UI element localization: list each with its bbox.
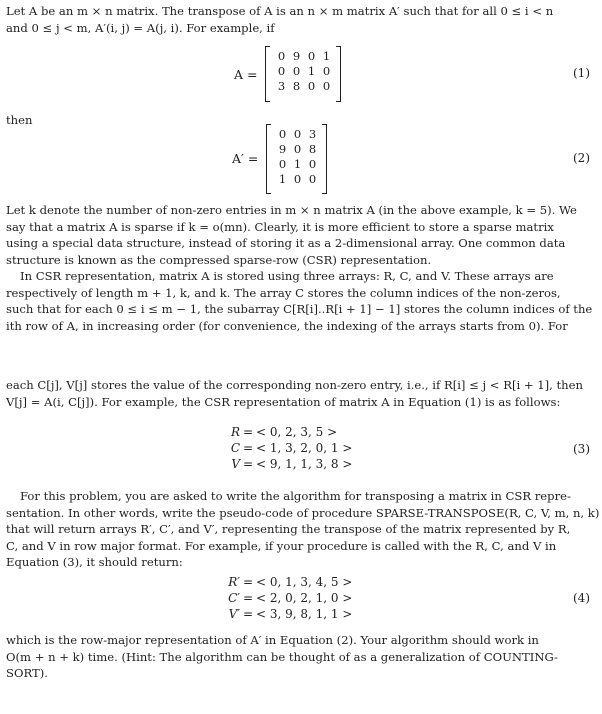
array-row: R′ = < 0, 1, 3, 4, 5 >	[218, 574, 352, 590]
matrix-cell: 0	[308, 172, 317, 186]
array-row: C′ = < 2, 0, 2, 1, 0 >	[218, 590, 352, 606]
matrix-cell: 0	[322, 64, 331, 78]
intro-paragraph	[6, 3, 592, 36]
text-line: Equation (3), it should return:	[6, 555, 183, 569]
matrix-cell: 3	[308, 127, 317, 141]
matrix-cell: 0	[307, 49, 316, 63]
equation-number: (1)	[573, 66, 590, 80]
csr-paragraph	[6, 268, 592, 334]
text-line: ith row of A, in increasing order (for convenience, the indexing of the arrays starts from 0). For	[6, 318, 568, 333]
problem-paragraph	[6, 488, 600, 571]
array-value: < 0, 2, 3, 5 >	[256, 425, 338, 439]
matrix-bracket-right	[322, 124, 327, 194]
text-line: Let A be an m × n matrix. The transpose of A is an n × m matrix A′ such that for all 0 ≤ i < n	[6, 4, 554, 18]
text-line: sentation. In other words, write the pseudo-code of procedure SPARSE-TRANSPOSE(R, C, V, m, n, k)	[6, 505, 600, 520]
array-value: < 2, 0, 2, 1, 0 >	[256, 591, 353, 605]
equation-number: (4)	[573, 591, 590, 605]
matrix-cell: 1	[278, 172, 287, 186]
matrix-bracket-left	[266, 124, 271, 194]
matrix-cell: 0	[277, 49, 286, 63]
matrix-cell: 0	[277, 64, 286, 78]
array-row: V′ = < 3, 9, 8, 1, 1 >	[218, 606, 352, 622]
matrix-a-prime-label: A′ =	[232, 151, 259, 166]
text-line: Let k denote the number of non-zero entries in m × n matrix A (in the above example, k = 5). We	[6, 203, 577, 217]
matrix-cell: 9	[292, 49, 301, 63]
matrix-cell: 0	[322, 79, 331, 93]
matrix-cell: 0	[307, 79, 316, 93]
array-name: C′	[228, 591, 240, 605]
sparse-definition-paragraph	[6, 202, 592, 268]
matrix-cell: 8	[292, 79, 301, 93]
matrix-bracket-right	[336, 46, 341, 102]
text-line: respectively of length m + 1, k, and k. The array C stores the column indices of the non-zeros,	[6, 285, 561, 300]
text-line: such that for each 0 ≤ i ≤ m − 1, the subarray C[R[i]..R[i + 1] − 1] stores the column indices of the	[6, 302, 593, 316]
text-line: SORT).	[6, 666, 48, 680]
text-line: that will return arrays R′, C′, and V′, representing the transpose of the matrix represented by R,	[6, 522, 571, 536]
equation-number: (3)	[573, 442, 590, 456]
csr-values-paragraph	[6, 377, 592, 410]
array-value: < 9, 1, 1, 3, 8 >	[256, 457, 353, 471]
array-value: < 0, 1, 3, 4, 5 >	[256, 575, 353, 589]
text-line: then	[6, 113, 33, 127]
array-name: R′	[228, 575, 240, 589]
text-line: V[j] = A(i, C[j]). For example, the CSR representation of matrix A in Equation (1) is as follows:	[6, 394, 561, 409]
matrix-cell: 8	[308, 142, 317, 156]
matrix-cell: 0	[293, 142, 302, 156]
array-row: C = < 1, 3, 2, 0, 1 >	[218, 440, 352, 456]
matrix-a	[274, 49, 334, 94]
array-value: < 1, 3, 2, 0, 1 >	[256, 441, 353, 455]
array-row: V = < 9, 1, 1, 3, 8 >	[218, 456, 352, 472]
matrix-cell: 3	[277, 79, 286, 93]
text-line: say that a matrix A is sparse if k = o(mn). Clearly, it is more efficient to store a sparse matrix	[6, 219, 554, 234]
array-name: C	[230, 441, 240, 455]
text-line: In CSR representation, matrix A is stored using three arrays: R, C, and V. These arrays are	[20, 269, 554, 283]
equation-number: (2)	[573, 151, 590, 165]
matrix-cell: 0	[293, 127, 302, 141]
matrix-a-prime	[275, 127, 320, 187]
csr-arrays-equation	[218, 424, 352, 472]
matrix-cell: 0	[278, 157, 287, 171]
matrix-bracket-left	[265, 46, 270, 102]
text-line: O(m + n + k) time. (Hint: The algorithm can be thought of as a generalization of COUNTING-	[6, 649, 558, 664]
matrix-cell: 0	[293, 172, 302, 186]
matrix-a-label: A =	[234, 67, 258, 82]
text-line: which is the row-major representation of A′ in Equation (2). Your algorithm should work in	[6, 633, 539, 647]
text-line: using a special data structure, instead of storing it as a 2-dimensional array. One common data	[6, 236, 566, 250]
matrix-cell: 1	[307, 64, 316, 78]
text-line: and 0 ≤ j < m, A′(i, j) = A(j, i). For example, if	[6, 20, 275, 35]
transposed-arrays-equation	[218, 574, 352, 622]
matrix-cell: 1	[322, 49, 331, 63]
array-row: R = < 0, 2, 3, 5 >	[218, 424, 352, 440]
array-value: < 3, 9, 8, 1, 1 >	[256, 607, 353, 621]
array-name: R	[230, 425, 240, 439]
matrix-cell: 1	[293, 157, 302, 171]
matrix-cell: 0	[292, 64, 301, 78]
text-line: C, and V in row major format. For example, if your procedure is called with the R, C, and V in	[6, 538, 557, 553]
text-line: For this problem, you are asked to write the algorithm for transposing a matrix in CSR repre-	[20, 489, 571, 503]
array-name: V′	[228, 607, 240, 621]
text-line: structure is known as the compressed sparse-row (CSR) representation.	[6, 252, 432, 267]
matrix-cell: 0	[308, 157, 317, 171]
matrix-cell: 0	[278, 127, 287, 141]
array-name: V	[231, 457, 240, 471]
matrix-cell: 9	[278, 142, 287, 156]
conclusion-paragraph	[6, 632, 592, 682]
text-line: each C[j], V[j] stores the value of the corresponding non-zero entry, i.e., if R[i] ≤ j < R[i + 1], then	[6, 378, 583, 392]
